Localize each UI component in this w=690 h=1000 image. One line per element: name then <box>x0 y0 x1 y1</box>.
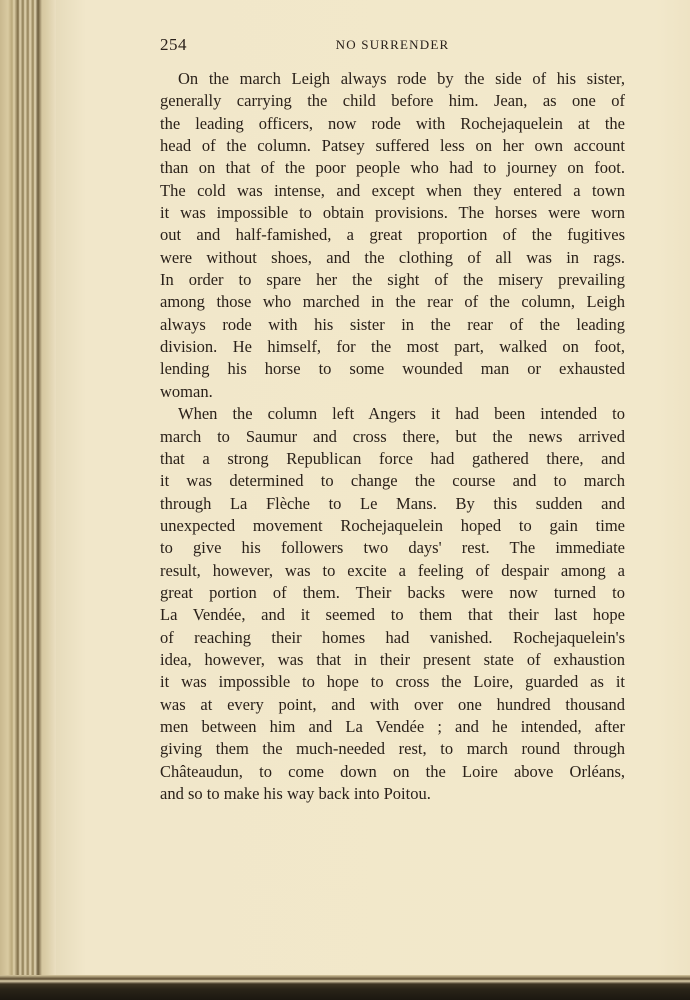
text-line: among those who marched in the rear of the column, Leigh <box>160 292 625 312</box>
page-header <box>160 35 625 57</box>
text-line: generally carrying the child before him. Jean, as one of <box>160 91 625 111</box>
text-line: great portion of them. Their backs were now turned to <box>160 582 625 602</box>
text-line: men between him and La Vendée ; and he intended, after <box>160 716 625 736</box>
text-line: idea, however, was that in their present state of exhaustion <box>160 649 625 669</box>
text-line: the leading officers, now rode with Rochejaquelein at the <box>160 113 625 133</box>
text-line: La Vendée, and it seemed to them that their last hope <box>160 605 625 625</box>
paragraph-1 <box>160 68 625 403</box>
text-line: always rode with his sister in the rear of the leading <box>160 314 625 334</box>
text-line: to give his followers two days' rest. The immediate <box>160 538 625 558</box>
text-line: result, however, was to excite a feeling of despair among a <box>160 560 625 580</box>
text-line: out and half-famished, a great proportion of the fugitives <box>160 225 625 245</box>
text-line: through La Flèche to Le Mans. By this sudden and <box>160 493 625 513</box>
text-line: division. He himself, for the most part, walked on foot, <box>160 337 625 357</box>
text-line: unexpected movement Rochejaquelein hoped to gain time <box>160 515 625 535</box>
text-line: it was impossible to hope to cross the Loire, guarded as it <box>160 672 625 692</box>
text-line: that a strong Republican force had gathered there, and <box>160 448 625 468</box>
page-bottom-edge <box>0 975 690 1000</box>
body-text <box>160 68 625 805</box>
text-line: In order to spare her the sight of the misery prevailing <box>160 270 625 290</box>
text-line: it was determined to change the course and to march <box>160 471 625 491</box>
text-line: giving them the much-needed rest, to march round through <box>160 739 625 759</box>
page-number: 254 <box>160 35 187 54</box>
text-line: march to Saumur and cross there, but the news arrived <box>160 426 625 446</box>
text-line: was at every point, and with over one hundred thousand <box>160 694 625 714</box>
paragraph-2 <box>160 403 625 805</box>
text-line: than on that of the poor people who had to journey on foot. <box>160 158 625 178</box>
text-line: lending his horse to some wounded man or exhausted <box>160 359 625 379</box>
text-line: and so to make his way back into Poitou. <box>160 784 431 803</box>
text-line: of reaching their homes had vanished. Rochejaquelein's <box>160 627 625 647</box>
text-line: The cold was intense, and except when they entered a town <box>160 180 625 200</box>
text-line: On the march Leigh always rode by the side of his sister, <box>178 69 625 88</box>
text-line: When the column left Angers it had been intended to <box>178 404 625 424</box>
book-spine <box>0 0 56 1000</box>
text-line: Châteaudun, to come down on the Loire above Orléans, <box>160 761 625 781</box>
running-title: NO SURRENDER <box>335 37 450 52</box>
text-line: woman. <box>160 381 213 401</box>
text-line: head of the column. Patsey suffered less on her own account <box>160 136 625 156</box>
text-line: were without shoes, and the clothing of all was in rags. <box>160 247 625 267</box>
text-line: it was impossible to obtain provisions. The horses were worn <box>160 203 625 223</box>
